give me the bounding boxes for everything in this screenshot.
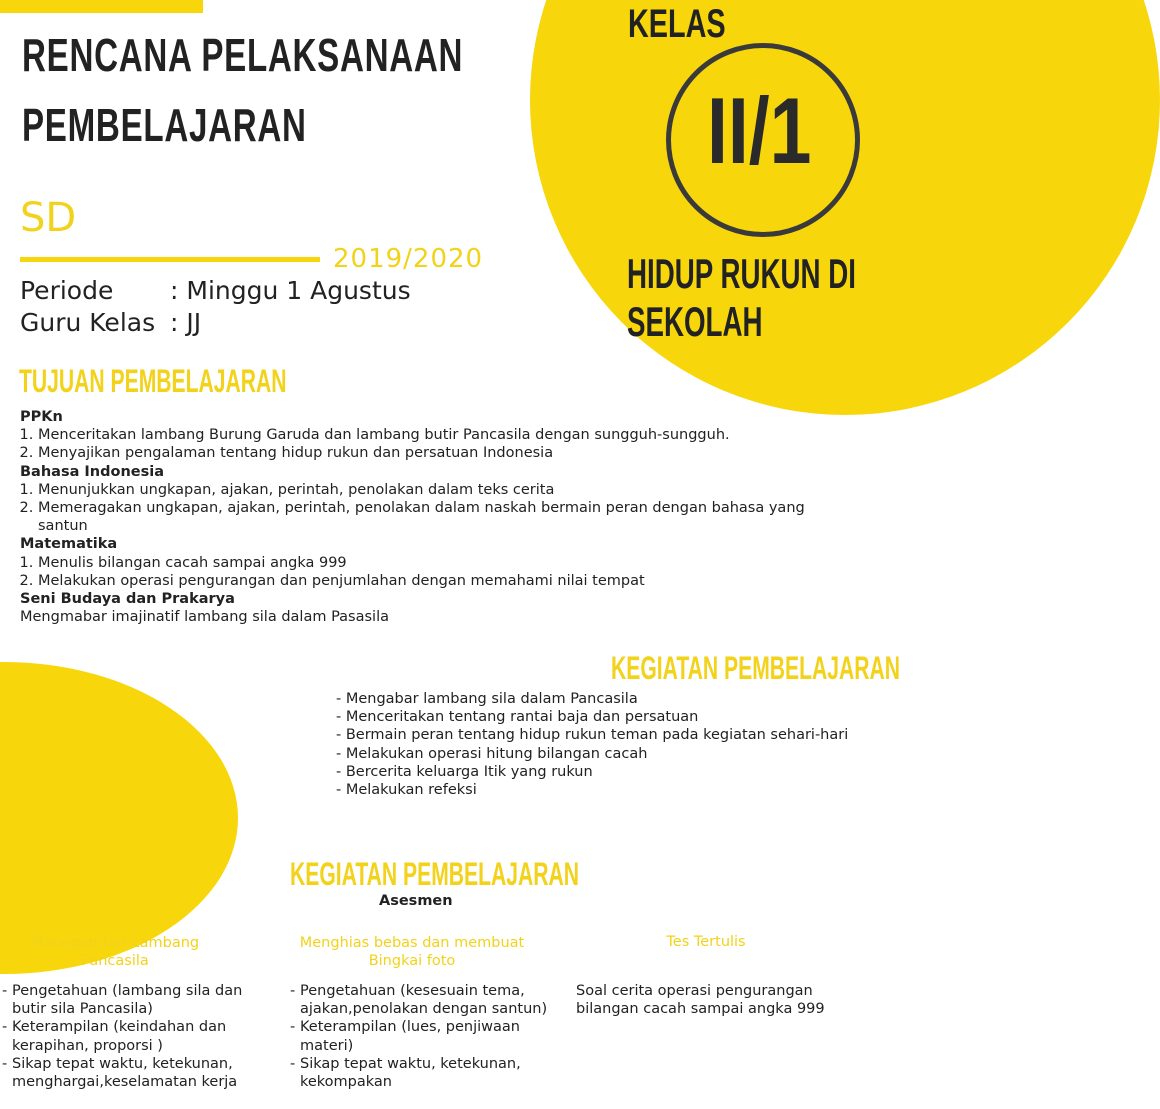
school-level: SD — [20, 195, 77, 241]
subject-bahasa-indonesia: Bahasa Indonesia — [20, 463, 165, 480]
kegiatan-heading: KEGIATAN PEMBELAJARAN — [611, 650, 901, 686]
list-item: - Menceritakan tentang rantai baja dan persatuan — [336, 709, 699, 726]
subject-sbdp: Seni Budaya dan Prakarya — [20, 591, 235, 608]
asesmen-subheading: Asesmen — [379, 893, 453, 909]
list-item: - Keterampilan (lues, penjiwaan materi) — [290, 1018, 552, 1054]
list-item: 1. Menceritakan lambang Burung Garuda dan lambang butir Pancasila dengan sungguh-sungguh. — [38, 426, 840, 444]
list-item: 1. Menulis bilangan cacah sampai angka 999 — [38, 554, 840, 572]
theme-line1: HIDUP RUKUN DI — [627, 250, 856, 297]
list-item: - Melakukan operasi hitung bilangan cacah — [336, 745, 648, 762]
list-item: - Bermain peran tentang hidup rukun teman pada kegiatan sehari-hari — [336, 727, 849, 744]
year-divider — [20, 257, 320, 262]
kelas-label: KELAS — [628, 2, 726, 46]
guru-label: Guru Kelas — [20, 308, 156, 337]
list-item: - Mengabar lambang sila dalam Pancasila — [336, 691, 638, 707]
periode-row — [20, 276, 411, 305]
list-item: - Pengetahuan (lambang sila dan butir sila Pancasila) — [2, 982, 264, 1018]
list-item: - Sikap tepat waktu, ketekunan, kekompakan — [290, 1055, 552, 1091]
periode-value: : Minggu 1 Agustus — [170, 276, 411, 305]
kelas-value: II/1 — [707, 78, 812, 183]
asesmen-col1-list — [2, 982, 264, 1091]
tujuan-heading: TUJUAN PEMBELAJARAN — [19, 363, 287, 399]
list-item: 2. Menyajikan pengalaman tentang hidup rukun dan persatuan Indonesia — [38, 444, 840, 462]
asesmen-col3-title: Tes Tertulis — [666, 934, 746, 950]
subject-ppkn: PPKn — [20, 409, 63, 425]
asesmen-col2-title: Menghias bebas dan membuat Bingkai foto — [299, 935, 525, 970]
list-item: - Sikap tepat waktu, ketekunan, menghargai,keselamatan kerja — [2, 1055, 264, 1091]
asesmen-section-heading: KEGIATAN PEMBELAJARAN — [290, 856, 580, 892]
kegiatan-list — [336, 690, 848, 799]
list-item: - Bercerita keluarga Itik yang rukun — [336, 763, 593, 780]
tujuan-list — [20, 408, 840, 626]
list-item: 2. Melakukan operasi pengurangan dan penjumlahan dengan memahami nilai tempat — [38, 572, 840, 590]
school-year: 2019/2020 — [333, 244, 484, 274]
list-item: - Melakukan refeksi — [336, 782, 477, 799]
decorative-circle-top-right — [530, 0, 1160, 415]
asesmen-col3-text: Soal cerita operasi pengurangan bilangan cacah sampai angka 999 — [576, 983, 825, 1018]
list-item: - Pengetahuan (kesesuain tema, ajakan,penolakan dengan santun) — [290, 982, 552, 1018]
list-item: - Keterampilan (keindahan dan kerapihan, proporsi ) — [2, 1018, 264, 1054]
asesmen-col1-title: Menggambar Lambang Pancasila — [30, 935, 200, 970]
periode-label: Periode — [20, 276, 114, 305]
decorative-circle-left — [0, 662, 238, 974]
guru-row — [20, 308, 202, 337]
page-title-line2: PEMBELAJARAN — [22, 99, 307, 151]
guru-value: : JJ — [170, 308, 202, 337]
subject-matematika: Matematika — [20, 536, 118, 553]
sbdp-text: Mengmabar imajinatif lambang sila dalam Pasasila — [20, 609, 389, 626]
asesmen-col2-list — [290, 982, 552, 1091]
top-accent-bar — [0, 0, 203, 13]
theme-line2: SEKOLAH — [627, 298, 763, 345]
page-title-line1: RENCANA PELAKSANAAN — [22, 29, 464, 81]
list-item: 1. Menunjukkan ungkapan, ajakan, perintah, penolakan dalam teks cerita — [38, 481, 840, 499]
list-item: 2. Memeragakan ungkapan, ajakan, perintah, penolakan dalam naskah bermain peran dengan bahasa yang santun — [38, 499, 840, 535]
